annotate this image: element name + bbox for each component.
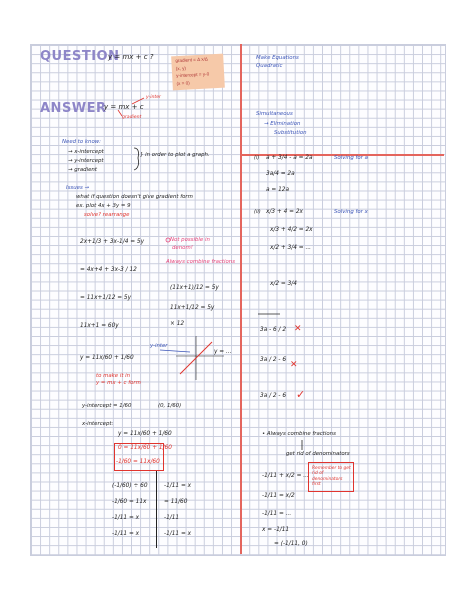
left-column-line: (-1/60) ÷ 60 [112, 483, 148, 489]
sticky-note-line: y-intercept = y-0 [176, 71, 210, 79]
section-label: (ii) [254, 209, 261, 215]
right-column-line: -1/11 = x [164, 483, 192, 489]
side-equation: × 12 [170, 321, 185, 327]
issues-line: ex. plot 4x + 3y = 9 [76, 203, 131, 209]
right-note-line: Simultaneous [256, 111, 293, 117]
right-equation: a + 3/4 - a = 2a [266, 155, 313, 161]
y-inter-label: y-inter [150, 343, 168, 349]
right-equation: -1/11 = ... [262, 511, 292, 517]
issues-heading: Issues → [66, 185, 89, 191]
x-equation: 0 = 11x/60 + 1/60 [118, 445, 172, 451]
know-item: → gradient [68, 167, 97, 173]
right-equation: -1/11 + x/2 = ... [262, 473, 309, 479]
get-rid-note: get rid of denominators [286, 451, 350, 457]
x-intercept-line: x-intercept: [82, 421, 114, 427]
answer-heading: ANSWER [40, 101, 107, 116]
right-note-line: → Elimination [264, 121, 301, 127]
right-equation: x = -1/11 [262, 527, 290, 533]
right-fraction: 3a / 2 - 6 [260, 357, 287, 363]
y-intercept-line: y-intercept = 1/60 [82, 403, 132, 409]
right-equation: x/3 + 4 = 2x [266, 209, 303, 215]
right-equation: = (-1/11, 0) [274, 541, 308, 547]
right-equation: x/2 = 3/4 [270, 281, 297, 287]
brace-note: } in order to plot a graph. [140, 152, 210, 158]
right-column-line: = 11/60 [164, 499, 188, 505]
equation-line: 11x+1 = 60y [80, 323, 119, 329]
need-to-know-heading: Need to know: [62, 139, 101, 145]
left-column-line: -1/11 = x [112, 515, 140, 521]
cross-mark: ✕ [294, 324, 302, 334]
y-intercept-coord: (0, 1/60) [158, 403, 182, 409]
answer-note-c: gradient [122, 115, 142, 120]
issues-line: what if question doesn't give gradient form [76, 194, 193, 200]
always-combine-note: • Always combine fractions [262, 431, 336, 437]
pink-note: Always combine fractions [166, 259, 236, 265]
pink-note: Not possible in [170, 237, 210, 243]
right-equation: x/3 + 4/2 = 2x [270, 227, 313, 233]
answer-expression: y = mx + c [104, 103, 144, 111]
know-item: → x-intercept [68, 149, 104, 155]
red-reminder: Remember to get rid of denominators first [312, 466, 351, 487]
solve-rearrange-note: solve? rearrange [84, 212, 130, 218]
right-equation: -1/11 = x/2 [262, 493, 295, 499]
equation-line: = 11x+1/12 = 5y [80, 295, 132, 301]
side-equation: y = ... [214, 349, 232, 355]
right-equation: x/2 + 3/4 = ... [270, 245, 312, 251]
red-note: y = mx + c form [96, 380, 141, 386]
left-column-line: -1/60 = 11x [112, 499, 147, 505]
right-fraction: 3a - 6 / 2 [260, 327, 287, 333]
solving-for-label: Solving for x [334, 209, 368, 215]
right-column-line: -1/11 = x [164, 531, 192, 537]
right-column-line: -1/11 [164, 515, 180, 521]
cross-mark: ✕ [290, 360, 298, 370]
side-equation: (11x+1)/12 = 5y [170, 285, 219, 291]
solving-for-label: Solving for a [334, 155, 368, 161]
x-equation: y = 11x/60 + 1/60 [118, 431, 172, 437]
right-fraction: 3a / 2 - 6 [260, 393, 287, 399]
x-equation: -1/60 = 11x/60 [116, 459, 160, 465]
left-column-line: -1/11 = x [112, 531, 140, 537]
red-note: to make it in [96, 373, 131, 379]
sticky-note-line: gradient = Δ x/Δ [175, 56, 209, 64]
right-note-line: Substitution [274, 130, 307, 136]
equation-line: y = 11x/60 + 1/60 [80, 355, 134, 361]
sticky-note-line: (x = 0) [176, 80, 190, 86]
equation-line: 2x+1/3 + 3x-1/4 = 5y [80, 239, 145, 245]
section-label: (i) [254, 155, 260, 161]
know-item: → y-intercept [68, 158, 104, 164]
pink-note: denom! [172, 245, 193, 251]
sticky-note-line: (x, y) [175, 65, 187, 71]
right-note-line: Make Equations [256, 55, 299, 61]
check-mark: ✓ [296, 388, 306, 401]
right-equation: a = 12a [266, 187, 290, 193]
right-note-line: Quadratic [256, 63, 283, 69]
right-equation: 3a/4 = 2a [266, 171, 295, 177]
question-heading: QUESTION [40, 49, 120, 64]
side-equation: 11x+1/12 = 5y [170, 305, 215, 311]
equation-line: = 4x+4 + 3x-3 / 12 [80, 267, 137, 273]
question-expression: y = mx + c ? [108, 53, 154, 61]
answer-note-m: y-inter [146, 95, 161, 100]
